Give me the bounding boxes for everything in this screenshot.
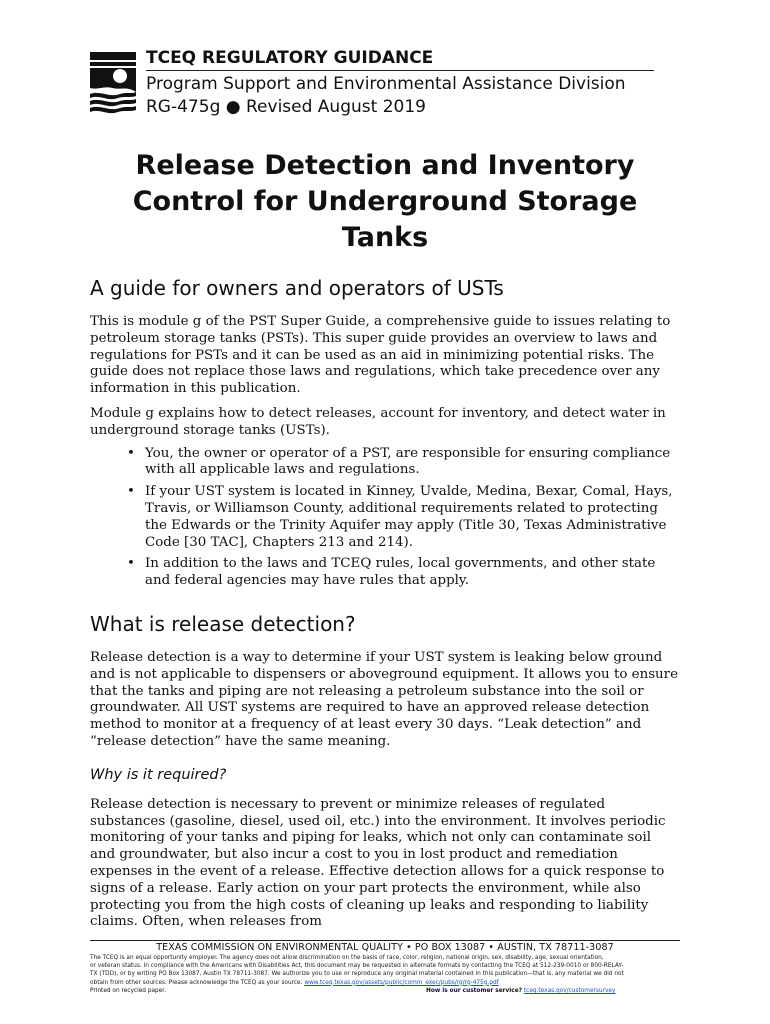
section-heading: What is release detection? bbox=[90, 611, 356, 636]
bullet-icon: • bbox=[127, 445, 135, 461]
footer-bottom-line bbox=[90, 987, 680, 996]
subsection-paragraph: Release detection is necessary to prevent or minimize releases of regulated substances (gasoline, diesel, used oil, etc.) into the environment. It involves periodic monitoring of your tanks and piping for leaks, which not only can contaminate soil and groundwater, but also incur a cost to you in lost product and remediation expenses in the event of a release. Effective detection allows for a quick response to signs of a release. Early action on your part protects the environment, while also protecting you from the high costs of cleaning up leaks and responding to liability claims. Often, when releases from bbox=[90, 796, 666, 930]
bullet-icon: • bbox=[127, 556, 135, 572]
footer-address: TEXAS COMMISSION ON ENVIRONMENTAL QUALITY • PO BOX 13087 • AUSTIN, TX 78711-3087 bbox=[156, 942, 614, 953]
list-item: • You, the owner or operator of a PST, are responsible for ensuring compliance with all applicable laws and regulations. bbox=[127, 445, 671, 478]
section-paragraph: Release detection is a way to determine if your UST system is leaking below ground and is not applicable to dispensers or aboveground equipment. It allows you to ensure that the tanks and piping are not releasing a petroleum substance into the soil or groundwater. All UST systems are required to have an approved release detection method to monitor at a frequency of at least every 30 days. “Leak detection” and “release detection” have the same meaning. bbox=[90, 649, 679, 749]
survey-link[interactable]: tceq.texas.gov/customersurvey bbox=[523, 987, 616, 994]
header-title: TCEQ REGULATORY GUIDANCE bbox=[146, 48, 654, 71]
intro-paragraph: This is module g of the PST Super Guide, a comprehensive guide to issues relating to petroleum storage tanks (PSTs). This super guide provides an overview to laws and regulations for PSTs and it can be used as an aid in minimizing potential risks. The guide does not replace those laws and regulations, which take precedence over any information in this publication. bbox=[90, 314, 671, 397]
page-footer bbox=[90, 940, 680, 996]
tceq-logo-icon bbox=[90, 52, 136, 114]
document-subtitle: A guide for owners and operators of USTs bbox=[90, 276, 504, 300]
bullet-icon: • bbox=[127, 484, 135, 500]
header-division: Program Support and Environmental Assistance Division bbox=[146, 74, 626, 94]
header-text bbox=[146, 48, 654, 119]
intro-paragraph: Module g explains how to detect releases, account for inventory, and detect water in underground storage tanks (USTs). bbox=[90, 405, 666, 438]
header-doc-number: RG-475g ● Revised August 2019 bbox=[146, 97, 426, 117]
list-item: • In addition to the laws and TCEQ rules, local governments, and other state and federal agencies may have rules that apply. bbox=[127, 556, 656, 589]
survey-label: How is our customer service? bbox=[426, 987, 523, 994]
list-item: • If your UST system is located in Kinney, Uvalde, Medina, Bexar, Comal, Hays, Travis, or Williamson County, additional requirements related to protecting the Edwards or the Trinity Aquifer may apply (Title 30, Texas Administrative Code [30 TAC], Chapters 213 and 214). bbox=[127, 484, 673, 550]
recycled-note: Printed on recycled paper. bbox=[90, 987, 166, 994]
document-body bbox=[90, 148, 680, 939]
requirements-list bbox=[90, 446, 680, 590]
publication-link[interactable]: www.tceq.texas.gov/assets/public/comm_exec/pubs/rg/rg-475g.pdf bbox=[304, 979, 499, 986]
subsection-heading: Why is it required? bbox=[90, 766, 227, 783]
document-title: Release Detection and Inventory Control for Underground Storage Tanks bbox=[132, 150, 638, 253]
footer-disclaimer: The TCEQ is an equal opportunity employer. The agency does not allow discrimination on the basis of race, color, religion, national origin, sex, disability, age, sexual orientation, or veteran status. In compliance with the Americans with Disabilities Act, this document may be requested in alternate formats by contacting the TCEQ at 512-239-0010 or 800-RELAY- TX (TDD), or by writing PO Box 13087, Austin TX 78711-3087. We authorize you to use or reproduce any original material contained in this publication—that is, any material we did not obtain from other sources. Please acknowledge the TCEQ as your source. www.tceq.texas.gov/assets/public/comm_exec/pubs/rg/rg-475g.pdf bbox=[90, 955, 624, 986]
